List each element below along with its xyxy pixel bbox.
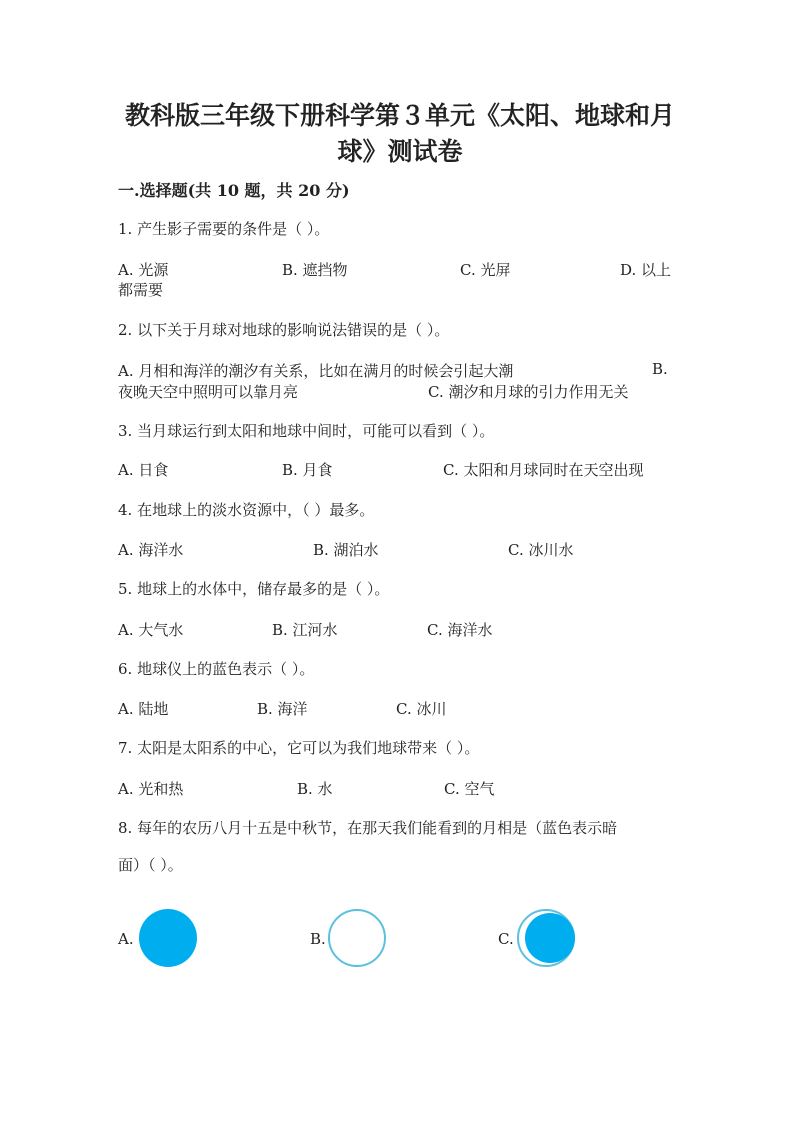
question-5-option-a: A. 大气水 xyxy=(118,621,184,639)
question-1-option-c: C. 光屏 xyxy=(460,261,511,279)
section-heading: 一.选择题(共 10 题，共 20 分) xyxy=(118,181,350,200)
question-4-option-a: A. 海洋水 xyxy=(118,541,184,559)
question-3-stem: 3. 当月球运行到太阳和地球中间时，可能可以看到（ ）。 xyxy=(118,422,495,440)
page-title-line-1: 教科版三年级下册科学第３单元《太阳、地球和月 xyxy=(124,101,675,130)
question-8-option-b: B. xyxy=(310,930,326,948)
full-moon-icon xyxy=(136,906,200,970)
question-1-option-d: D. 以上 xyxy=(620,261,672,279)
question-4-option-b: B. 湖泊水 xyxy=(313,541,379,559)
question-6-option-c: C. 冰川 xyxy=(396,700,447,718)
question-5-stem: 5. 地球上的水体中，储存最多的是（ ）。 xyxy=(118,580,390,598)
question-1-option-b: B. 遮挡物 xyxy=(282,261,348,279)
question-3-option-c: C. 太阳和月球同时在天空出现 xyxy=(443,461,644,479)
question-5-option-b: B. 江河水 xyxy=(272,621,338,639)
question-4-option-c: C. 冰川水 xyxy=(508,541,574,559)
question-6-option-a: A. 陆地 xyxy=(118,700,169,718)
question-8-stem: 8. 每年的农历八月十五是中秋节，在那天我们能看到的月相是（蓝色表示暗 xyxy=(118,819,618,837)
question-3-option-a: A. 日食 xyxy=(118,461,169,479)
page-title-line-2: 球》测试卷 xyxy=(337,137,463,166)
question-6-stem: 6. 地球仪上的蓝色表示（ ）。 xyxy=(118,660,315,678)
question-7-stem: 7. 太阳是太阳系的中心，它可以为我们地球带来（ ）。 xyxy=(118,739,480,757)
question-5-option-c: C. 海洋水 xyxy=(427,621,493,639)
question-1-option-d-cont: 都需要 xyxy=(118,281,164,299)
new-moon-outline-icon xyxy=(325,906,389,970)
question-8-stem-cont: 面）（ ）。 xyxy=(118,856,183,874)
question-2-option-c: C. 潮汐和月球的引力作用无关 xyxy=(428,383,629,401)
question-2-option-b: B. xyxy=(652,360,668,378)
question-1-stem: 1. 产生影子需要的条件是（ ）。 xyxy=(118,220,330,238)
question-8-option-c: C. xyxy=(498,930,514,948)
question-3-option-b: B. 月食 xyxy=(282,461,333,479)
question-2-option-b-cont: 夜晚天空中照明可以靠月亮 xyxy=(118,383,299,401)
question-8-option-a: A. xyxy=(118,930,134,948)
question-7-option-a: A. 光和热 xyxy=(118,780,184,798)
question-6-option-b: B. 海洋 xyxy=(257,700,308,718)
question-4-stem: 4. 在地球上的淡水资源中，（ ）最多。 xyxy=(118,501,375,519)
crescent-moon-icon xyxy=(514,906,578,970)
question-7-option-b: B. 水 xyxy=(297,780,333,798)
question-7-option-c: C. 空气 xyxy=(444,780,495,798)
question-2-option-a: A. 月相和海洋的潮汐有关系，比如在满月的时候会引起大潮 xyxy=(118,362,514,380)
question-2-stem: 2. 以下关于月球对地球的影响说法错误的是（ ）。 xyxy=(118,321,450,339)
question-1-option-a: A. 光源 xyxy=(118,261,169,279)
